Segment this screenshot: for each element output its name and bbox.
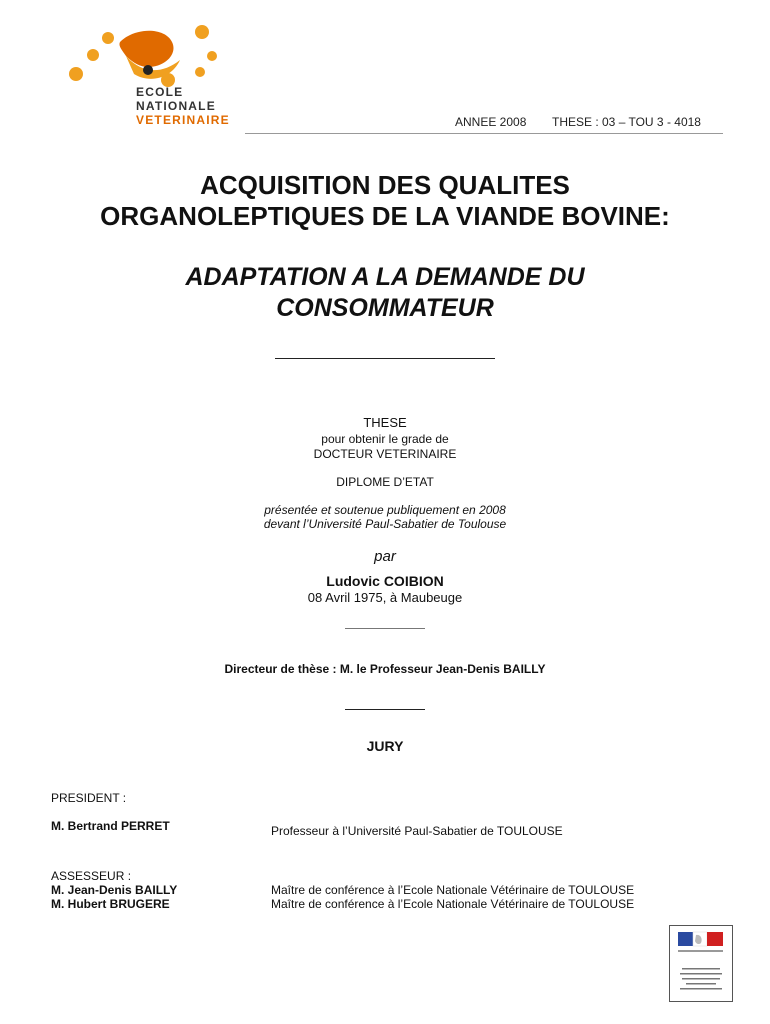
author-birth: 08 Avril 1975, à Maubeuge [307, 590, 463, 605]
subtitle-line2: CONSOMMATEUR [276, 294, 494, 322]
thesis-purpose-line2: DOCTEUR VETERINAIRE [313, 447, 457, 461]
thesis-year: ANNEE 2008 [455, 115, 527, 129]
presented-line1: présentée et soutenue publiquement en 2008 [264, 503, 506, 517]
school-name [136, 85, 230, 127]
assessor-title: Maître de conférence à l’Ecole Nationale Vétérinaire de TOULOUSE [271, 897, 635, 911]
school-name-line2: NATIONALE [136, 99, 216, 113]
presented-line2: devant l’Université Paul-Sabatier de Toulouse [263, 517, 507, 531]
jury-heading: JURY [366, 738, 404, 754]
assessor-name: M. Hubert BRUGERE [51, 897, 170, 911]
title-line2: ORGANOLEPTIQUES DE LA VIANDE BOVINE: [100, 201, 670, 231]
title-separator [275, 358, 495, 359]
header-divider [245, 133, 723, 134]
assessor-name: M. Jean-Denis BAILLY [51, 883, 178, 897]
assessor-label: ASSESSEUR : [51, 869, 132, 883]
assessor-title: Maître de conférence à l’Ecole Nationale Vétérinaire de TOULOUSE [271, 883, 635, 897]
title-line1: ACQUISITION DES QUALITES [200, 170, 570, 200]
author-separator [345, 628, 425, 629]
president-title: Professeur à l’Université Paul-Sabatier de TOULOUSE [271, 824, 563, 838]
subtitle-line1: ADAPTATION A LA DEMANDE DU [185, 263, 585, 291]
director-separator [345, 709, 425, 710]
ministry-emblem [669, 925, 733, 1002]
school-name-line3: VETERINAIRE [136, 113, 230, 127]
president-name: M. Bertrand PERRET [51, 819, 170, 833]
by-label: par [374, 548, 396, 565]
thesis-label: THESE [363, 415, 407, 430]
logo-swirl-icon [69, 25, 217, 87]
thesis-number: THESE : 03 – TOU 3 - 4018 [552, 115, 701, 129]
president-label: PRESIDENT : [51, 791, 127, 805]
school-name-line1: ECOLE [136, 85, 184, 99]
thesis-purpose-line1: pour obtenir le grade de [321, 432, 449, 446]
diploma: DIPLOME D’ETAT [336, 475, 434, 489]
marianne-logo-icon [670, 926, 732, 1001]
author-name: Ludovic COIBION [326, 573, 444, 589]
thesis-director: Directeur de thèse : M. le Professeur Jean-Denis BAILLY [224, 662, 546, 676]
